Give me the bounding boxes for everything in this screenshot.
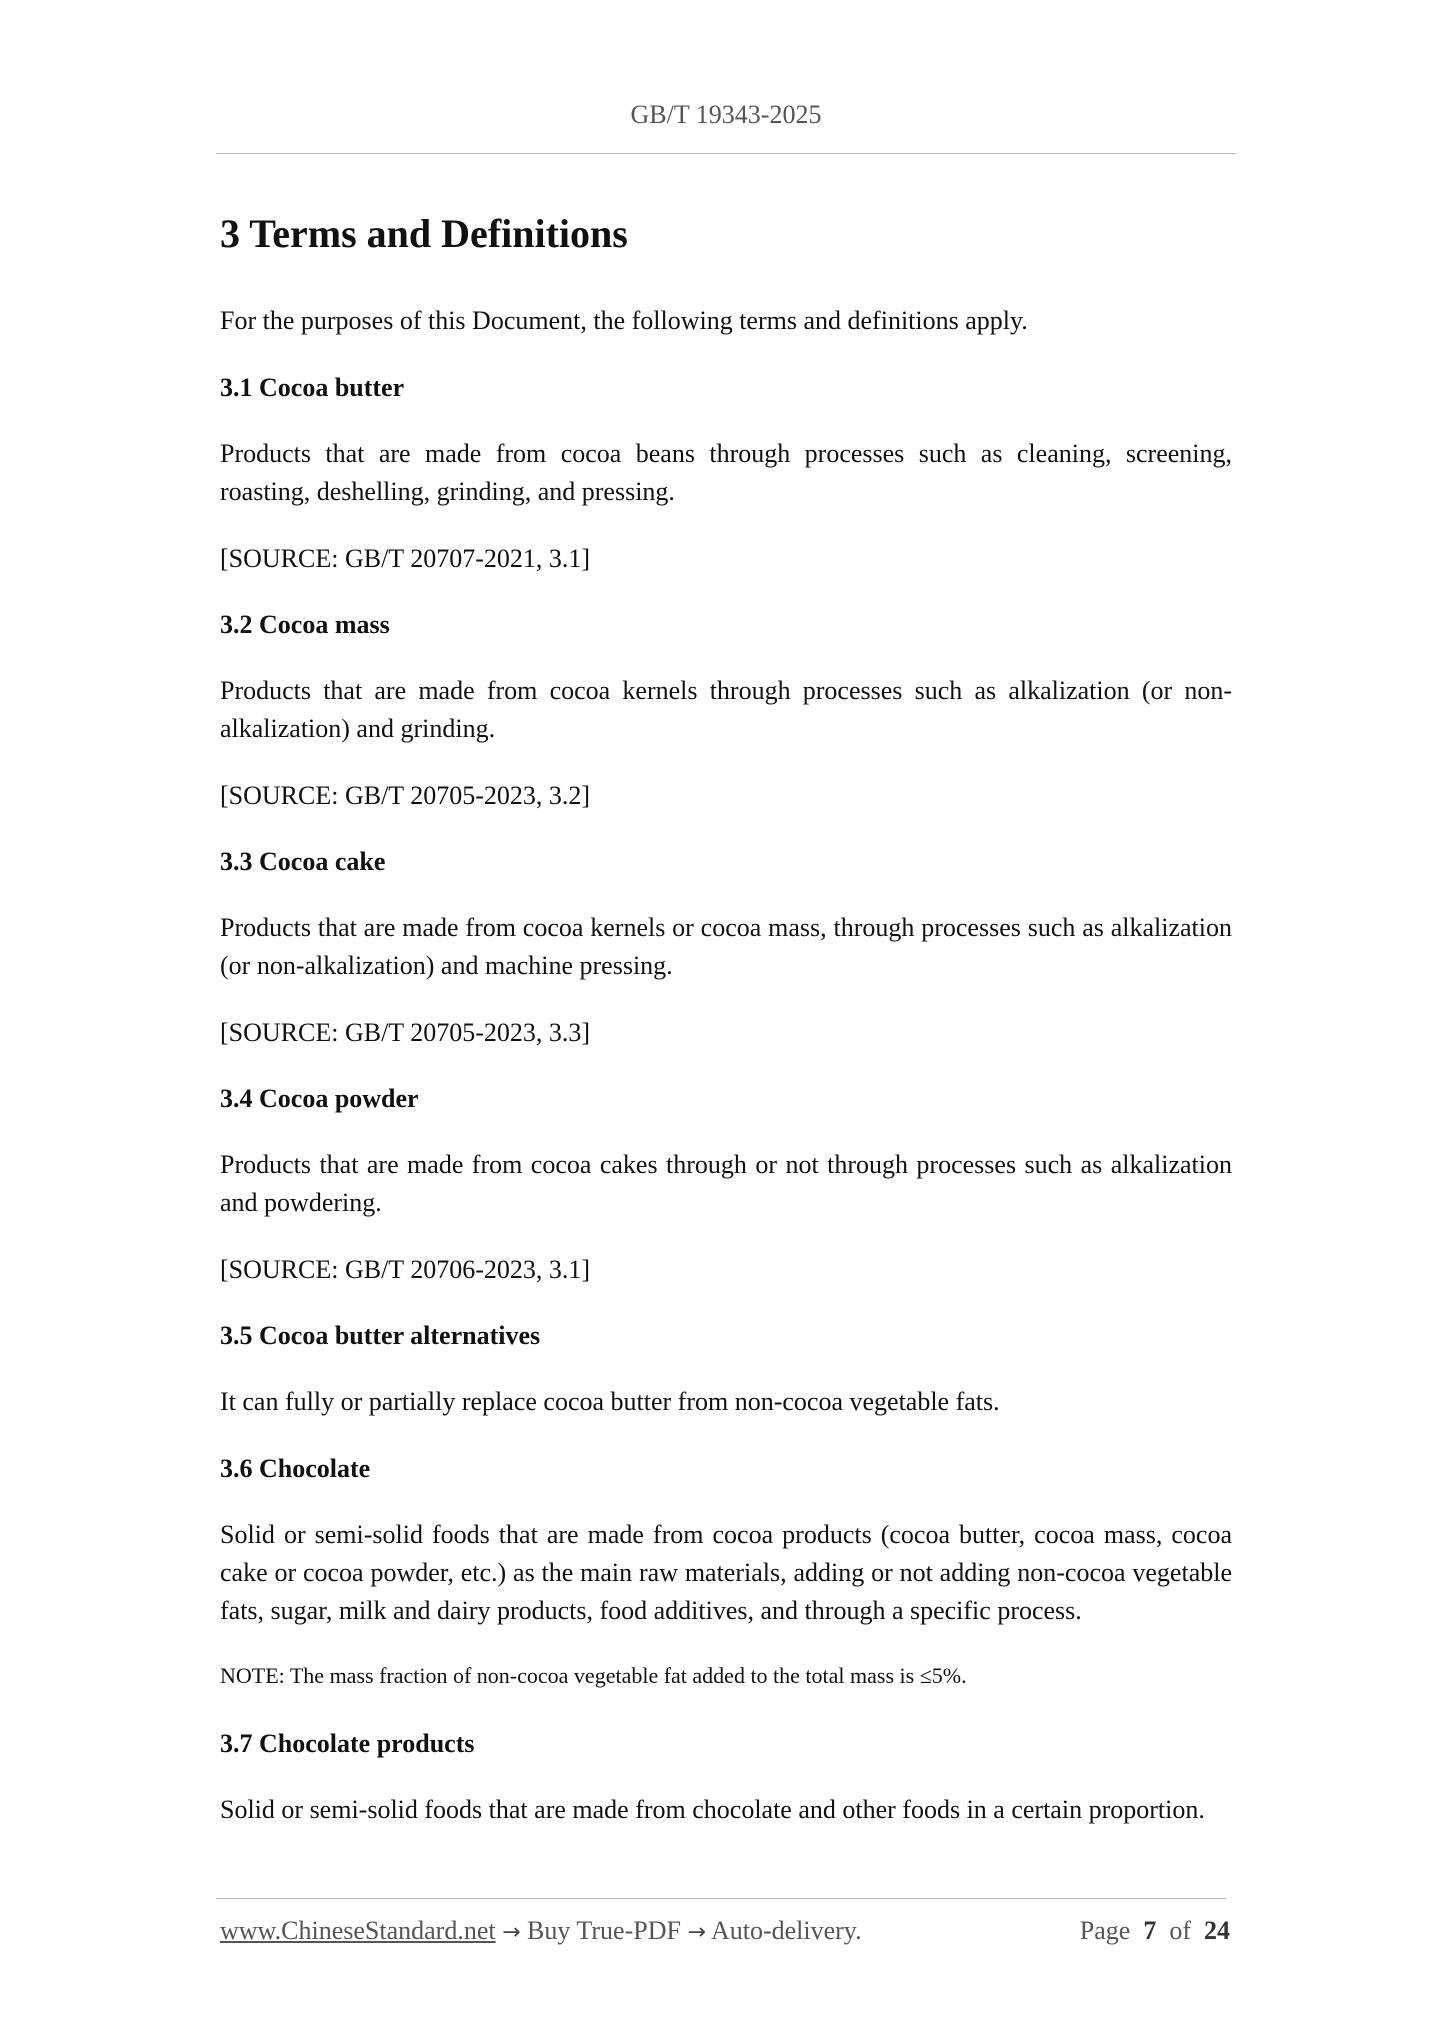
footer-divider (216, 1898, 1226, 1899)
term-source: [SOURCE: GB/T 20706-2023, 3.1] (220, 1255, 591, 1284)
footer-promo (220, 1916, 862, 1946)
term-definition: Solid or semi-solid foods that are made from cocoa products (cocoa butter, cocoa mass, cocoa cake or cocoa powder, etc.) as the main raw materials, adding or not adding non-cocoa vegetable fats, sugar, milk and dairy products, food additives, and through a specific process. (220, 1520, 1232, 1625)
term-entry-3-7 (220, 1725, 1232, 1829)
document-header (216, 100, 1236, 130)
term-heading: 3.7 Chocolate products (220, 1729, 475, 1758)
term-definition: It can fully or partially replace cocoa butter from non-cocoa vegetable fats. (220, 1387, 1000, 1416)
term-entry-3-3 (220, 843, 1232, 1052)
right-arrow-icon: → (687, 1920, 706, 1945)
page-total: 24 (1204, 1916, 1230, 1945)
term-entry-3-6 (220, 1450, 1232, 1693)
term-heading: 3.5 Cocoa butter alternatives (220, 1321, 541, 1350)
site-link[interactable]: www.ChineseStandard.net (220, 1916, 496, 1945)
page-of-label: of (1169, 1916, 1191, 1945)
document-id: GB/T 19343-2025 (630, 100, 822, 129)
page-label: Page (1079, 1916, 1131, 1945)
term-note: NOTE: The mass fraction of non-cocoa vegetable fat added to the total mass is ≤5%. (220, 1663, 967, 1688)
term-heading: 3.4 Cocoa powder (220, 1084, 419, 1113)
buy-true-pdf-text: Buy True-PDF (527, 1916, 681, 1945)
term-definition: Products that are made from cocoa kernels or cocoa mass, through processes such as alkalization (or non-alkalization) and machine pressing. (220, 913, 1232, 980)
auto-delivery-text: Auto-delivery. (710, 1916, 862, 1945)
right-arrow-icon: → (502, 1920, 521, 1945)
term-heading: 3.6 Chocolate (220, 1454, 371, 1483)
term-source: [SOURCE: GB/T 20705-2023, 3.2] (220, 781, 591, 810)
section-intro: For the purposes of this Document, the following terms and definitions apply. (220, 306, 1028, 335)
term-entry-3-4 (220, 1080, 1232, 1289)
term-entry-3-2 (220, 606, 1232, 815)
term-definition: Solid or semi-solid foods that are made from chocolate and other foods in a certain proportion. (220, 1795, 1205, 1824)
term-entry-3-1 (220, 369, 1232, 578)
term-entry-3-5 (220, 1317, 1232, 1421)
term-heading: 3.1 Cocoa butter (220, 373, 405, 402)
term-definition: Products that are made from cocoa kernels through processes such as alkalization (or non-alkalization) and grinding. (220, 676, 1232, 743)
term-source: [SOURCE: GB/T 20707-2021, 3.1] (220, 544, 591, 573)
term-source: [SOURCE: GB/T 20705-2023, 3.3] (220, 1018, 591, 1047)
page-body (220, 210, 1232, 1858)
term-definition: Products that are made from cocoa cakes through or not through processes such as alkalization and powdering. (220, 1150, 1232, 1217)
section-title: 3 Terms and Definitions (220, 211, 628, 256)
page-counter (1080, 1916, 1230, 1946)
term-definition: Products that are made from cocoa beans through processes such as cleaning, screening, roasting, deshelling, grinding, and pressing. (220, 439, 1232, 506)
term-heading: 3.2 Cocoa mass (220, 610, 390, 639)
header-divider (216, 153, 1236, 154)
term-heading: 3.3 Cocoa cake (220, 847, 386, 876)
page-current: 7 (1143, 1916, 1157, 1945)
